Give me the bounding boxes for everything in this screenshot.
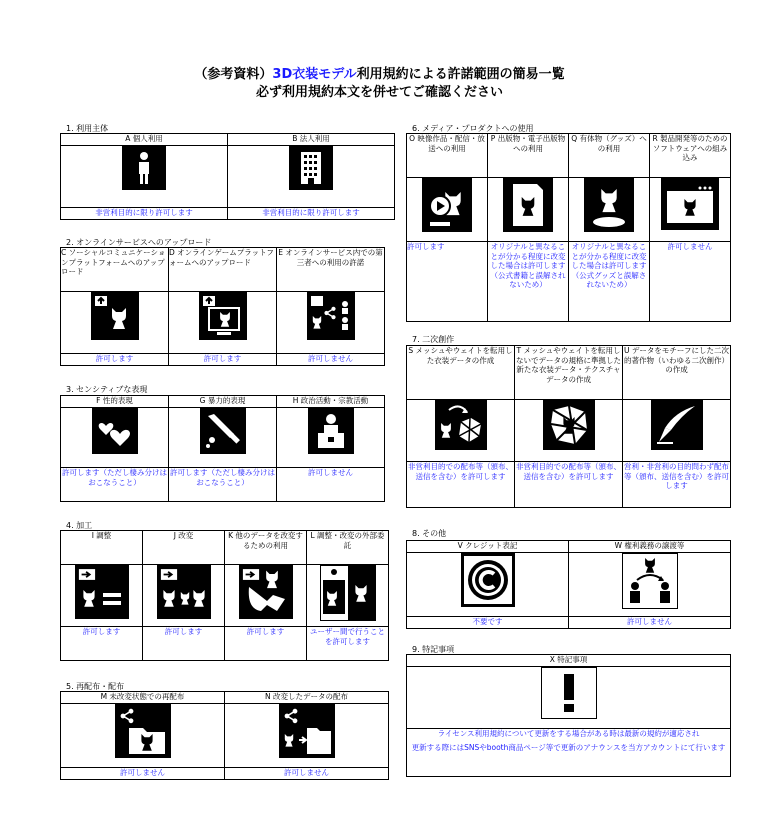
item-result: 許可します [61, 354, 169, 366]
share-folder-icon [115, 704, 171, 758]
section-table-derivative [406, 345, 731, 508]
item-result: 許可します [143, 627, 225, 661]
outsource-icon [320, 565, 376, 621]
section-heading-derivative: 7. 二次創作 [412, 335, 455, 344]
upload-cat-icon [91, 292, 139, 340]
item-result: ユーザー間で行うことを許可します [307, 627, 389, 661]
special-note-line2: 更新する際にはSNSやbooth商品ページ等で更新のアナウンスを当方アカウントにて行います [411, 742, 726, 752]
item-label: V クレジット表記 [407, 541, 569, 553]
item-label: E オンラインサービス内での第三者への利用の許諾 [277, 248, 385, 292]
section-table-redistribution [60, 691, 389, 780]
item-label: I 調整 [61, 531, 143, 565]
section-table-processing [60, 530, 389, 661]
pen-nib-icon [651, 400, 703, 450]
item-result: 許可しません [225, 768, 389, 780]
knife-icon [200, 408, 246, 454]
item-result: 許可します [225, 627, 307, 661]
item-result: 許可します [61, 627, 143, 661]
special-note [407, 729, 731, 777]
section-heading-media: 6. メディア・プロダクトへの使用 [412, 124, 534, 133]
hearts-icon [92, 408, 138, 454]
section-heading-redistribution: 5. 再配布・配布 [66, 682, 125, 691]
item-result: 許可します（ただし棲み分けはおこなうこと） [169, 468, 277, 502]
item-label: B 法人利用 [228, 134, 395, 146]
item-result: 許可しません [61, 768, 225, 780]
item-label: G 暴力的表現 [169, 396, 277, 408]
item-result: 非営利目的に限り許可します [228, 208, 395, 220]
share-modified-icon [279, 704, 335, 758]
video-cat-icon [422, 178, 472, 232]
new-data-icon [543, 400, 595, 450]
page-title-line2: 必ず利用規約本文を併せてご確認ください [255, 85, 503, 100]
item-result: 許可しません [650, 242, 731, 322]
section-heading-special: 9. 特記事項 [412, 645, 455, 654]
section-heading-usage: 1. 利用主体 [66, 124, 109, 133]
item-result: 許可します（ただし棲み分けはおこなうこと） [61, 468, 169, 502]
cat-to-data-icon [239, 565, 293, 619]
item-result: 非営利目的に限り許可します [61, 208, 228, 220]
book-cat-icon [503, 178, 553, 232]
monitor-cat-icon [199, 292, 247, 340]
exclamation-icon [541, 667, 597, 719]
share-people-icon [307, 292, 355, 340]
item-label: R 製品開発等のためのソフトウェアへの組み込み [650, 134, 731, 178]
special-note-line1: ライセンス利用規約について更新をする場合がある時は最新の規約が適応され [437, 729, 700, 738]
item-label: H 政治活動・宗教活動 [277, 396, 385, 408]
item-result: オリジナルと異なることが分かる程度に改変した場合は許可します（公式グッズと誤解されないため） [569, 242, 650, 322]
item-label: U データをモチーフにした二次的著作物（いわゆる二次創作）の作成 [623, 346, 731, 400]
modify-icon [157, 565, 211, 619]
item-label: S メッシュやウェイトを転用した衣装データの作成 [407, 346, 515, 400]
mesh-transfer-icon [435, 400, 487, 450]
section-heading-sensitive: 3. センシティブな表現 [66, 385, 148, 394]
adjust-icon [75, 565, 129, 619]
section-table-sensitive [60, 395, 385, 502]
item-result: オリジナルと異なることが分かる程度に改変した場合は許可します（公式書籍と誤解されないため） [488, 242, 569, 322]
item-label: X 特記事項 [407, 655, 731, 667]
figure-cat-icon [584, 178, 634, 232]
item-result: 許可します [407, 242, 488, 322]
item-result: 許可しません [277, 468, 385, 502]
item-label: C ソーシャルコミュニケーションプラットフォームへのアップロード [61, 248, 169, 292]
item-result: 非営利目的での配布等（頒布、送信を含む）を許可します [407, 462, 515, 508]
page-title-line1: （参考資料）3D衣装モデル利用規約による許諾範囲の簡易一覧 [194, 67, 565, 82]
item-label: W 権利義務の譲渡等 [569, 541, 731, 553]
section-heading-online: 2. オンラインサービスへのアップロード [66, 238, 212, 247]
item-label: L 調整・改変の外部委託 [307, 531, 389, 565]
item-label: J 改変 [143, 531, 225, 565]
item-label: Q 有体物（グッズ）への利用 [569, 134, 650, 178]
item-label: K 他のデータを改変するための利用 [225, 531, 307, 565]
item-result: 非営利目的での配布等（頒布、送信を含む）を許可します [515, 462, 623, 508]
section-table-special [406, 654, 731, 777]
section-table-usage [60, 133, 395, 220]
section-table-media [406, 133, 731, 322]
section-table-other [406, 540, 731, 629]
item-label: P 出版物・電子出版物への利用 [488, 134, 569, 178]
copyright-icon [461, 553, 515, 607]
section-table-online [60, 247, 385, 366]
item-label: F 性的表現 [61, 396, 169, 408]
item-result: 営利・非営利の目的問わず配布等（頒布、送信を含む）を許可します [623, 462, 731, 508]
building-icon [289, 146, 333, 190]
item-result: 許可します [169, 354, 277, 366]
software-cat-icon [661, 178, 719, 230]
item-label: O 映像作品・配信・放送への利用 [407, 134, 488, 178]
item-label: T メッシュやウェイトを転用しないでデータの規格に準拠した新たな衣装データ・テクスチャデータの作成 [515, 346, 623, 400]
item-label: A 個人利用 [61, 134, 228, 146]
item-label: M 未改変状態での再配布 [61, 692, 225, 704]
section-heading-processing: 4. 加工 [66, 521, 93, 530]
item-label: N 改変したデータの配布 [225, 692, 389, 704]
item-result: 許可しません [569, 617, 731, 629]
item-label: D オンラインゲームプラットフォームへのアップロード [169, 248, 277, 292]
item-result: 不要です [407, 617, 569, 629]
transfer-rights-icon [622, 553, 678, 609]
section-heading-other: 8. その他 [412, 529, 447, 538]
person-icon [122, 146, 166, 190]
podium-icon [308, 408, 354, 454]
item-result: 許可しません [277, 354, 385, 366]
